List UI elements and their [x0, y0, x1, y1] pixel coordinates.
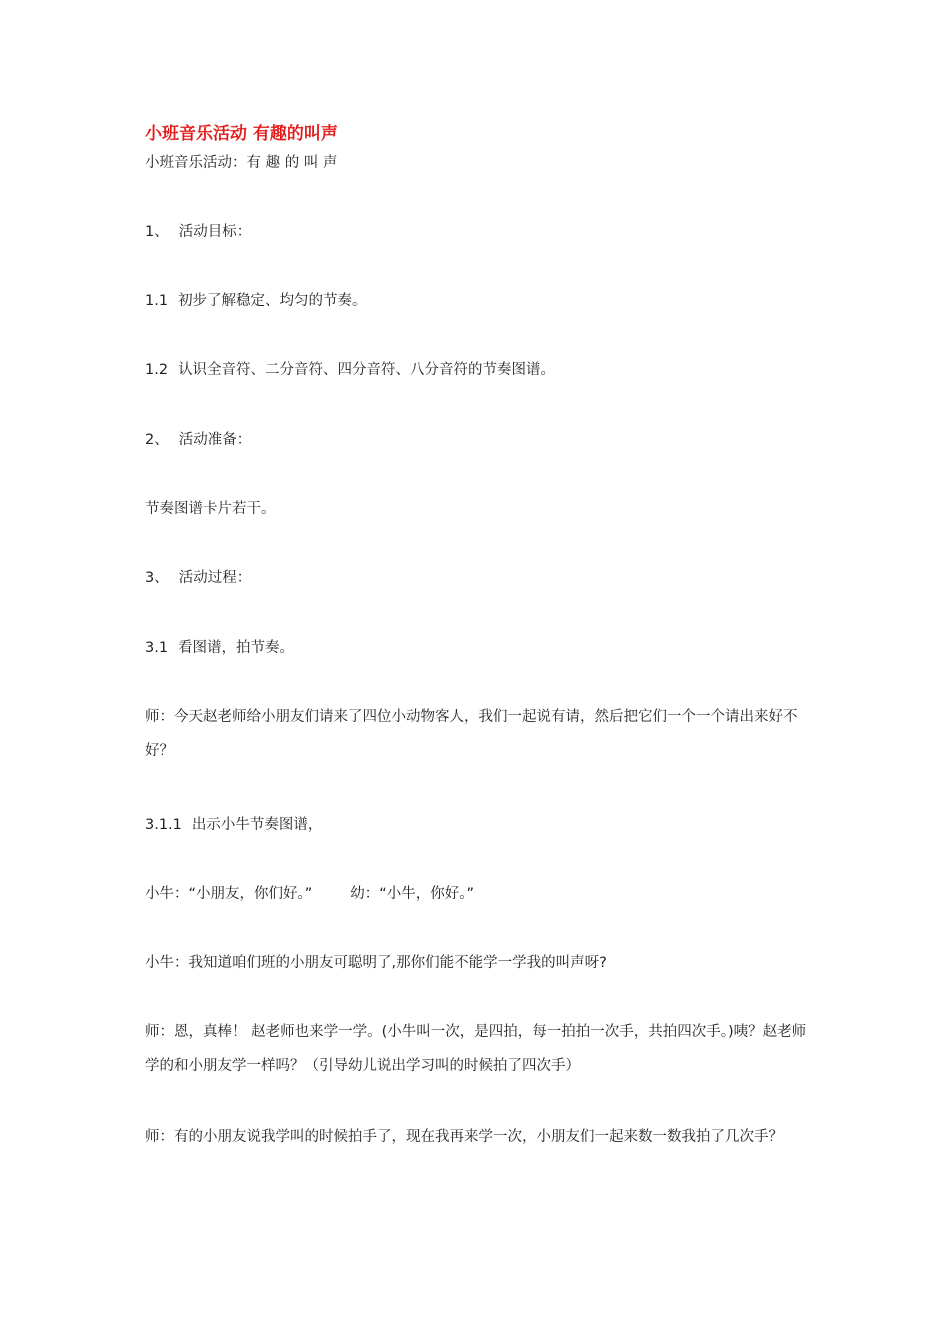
section-text: 活动目标： [178, 224, 252, 240]
item-number: 3.1.1 [145, 817, 182, 833]
item-number: 3.1 [145, 640, 169, 656]
item-text: 初步了解稳定、均匀的节奏。 [178, 293, 367, 309]
preparation-text: 节奏图谱卡片若干。 [145, 501, 276, 517]
item-number: 1.1 [145, 293, 169, 309]
section-heading-preparation [145, 430, 251, 450]
paragraph-teacher-count: 师：有的小朋友说我学叫的时候拍手了，现在我再来学一次，小朋友们一起来数一数我拍了几次手？ [145, 1129, 783, 1145]
item-number: 1.2 [145, 362, 169, 378]
dialog-line [145, 884, 474, 904]
process-item-3-1-1 [145, 815, 322, 835]
section-heading-goals [145, 222, 251, 242]
paragraph-teacher-demo: 师：恩，真棒！ 赵老师也来学一学。(小牛叫一次，是四拍，每一拍拍一次手，共拍四次手。)咦？赵老师学的和小朋友学一样吗？（引导幼儿说出学习叫的时候拍了四次手） [145, 1024, 807, 1074]
section-text: 活动过程： [178, 570, 252, 586]
section-number: 3、 [145, 570, 169, 586]
process-item-3-1 [145, 638, 294, 658]
dialog-calf: 小牛：“小朋友，你们好。” [145, 886, 313, 902]
document-title: 小班音乐活动 有趣的叫声 [145, 124, 338, 144]
goal-item-1-2 [145, 360, 555, 380]
section-number: 1、 [145, 224, 169, 240]
paragraph-teacher-intro: 师：今天赵老师给小朋友们请来了四位小动物客人，我们一起说有请，然后把它们一个一个请出来好不好？ [145, 709, 798, 759]
item-text: 看图谱，拍节奏。 [178, 640, 295, 656]
item-text: 认识全音符、二分音符、四分音符、八分音符的节奏图谱。 [178, 362, 556, 378]
dialog-children: 幼：“小牛，你好。” [350, 886, 475, 902]
section-heading-process [145, 568, 251, 588]
document-subtitle: 小班音乐活动：有 趣 的 叫 声 [145, 155, 338, 171]
goal-item-1-1 [145, 291, 367, 311]
paragraph-calf-question: 小牛：我知道咱们班的小朋友可聪明了,那你们能不能学一学我的叫声呀? [145, 955, 607, 971]
section-text: 活动准备： [178, 432, 252, 448]
section-number: 2、 [145, 432, 169, 448]
item-text: 出示小牛节奏图谱， [191, 817, 323, 833]
